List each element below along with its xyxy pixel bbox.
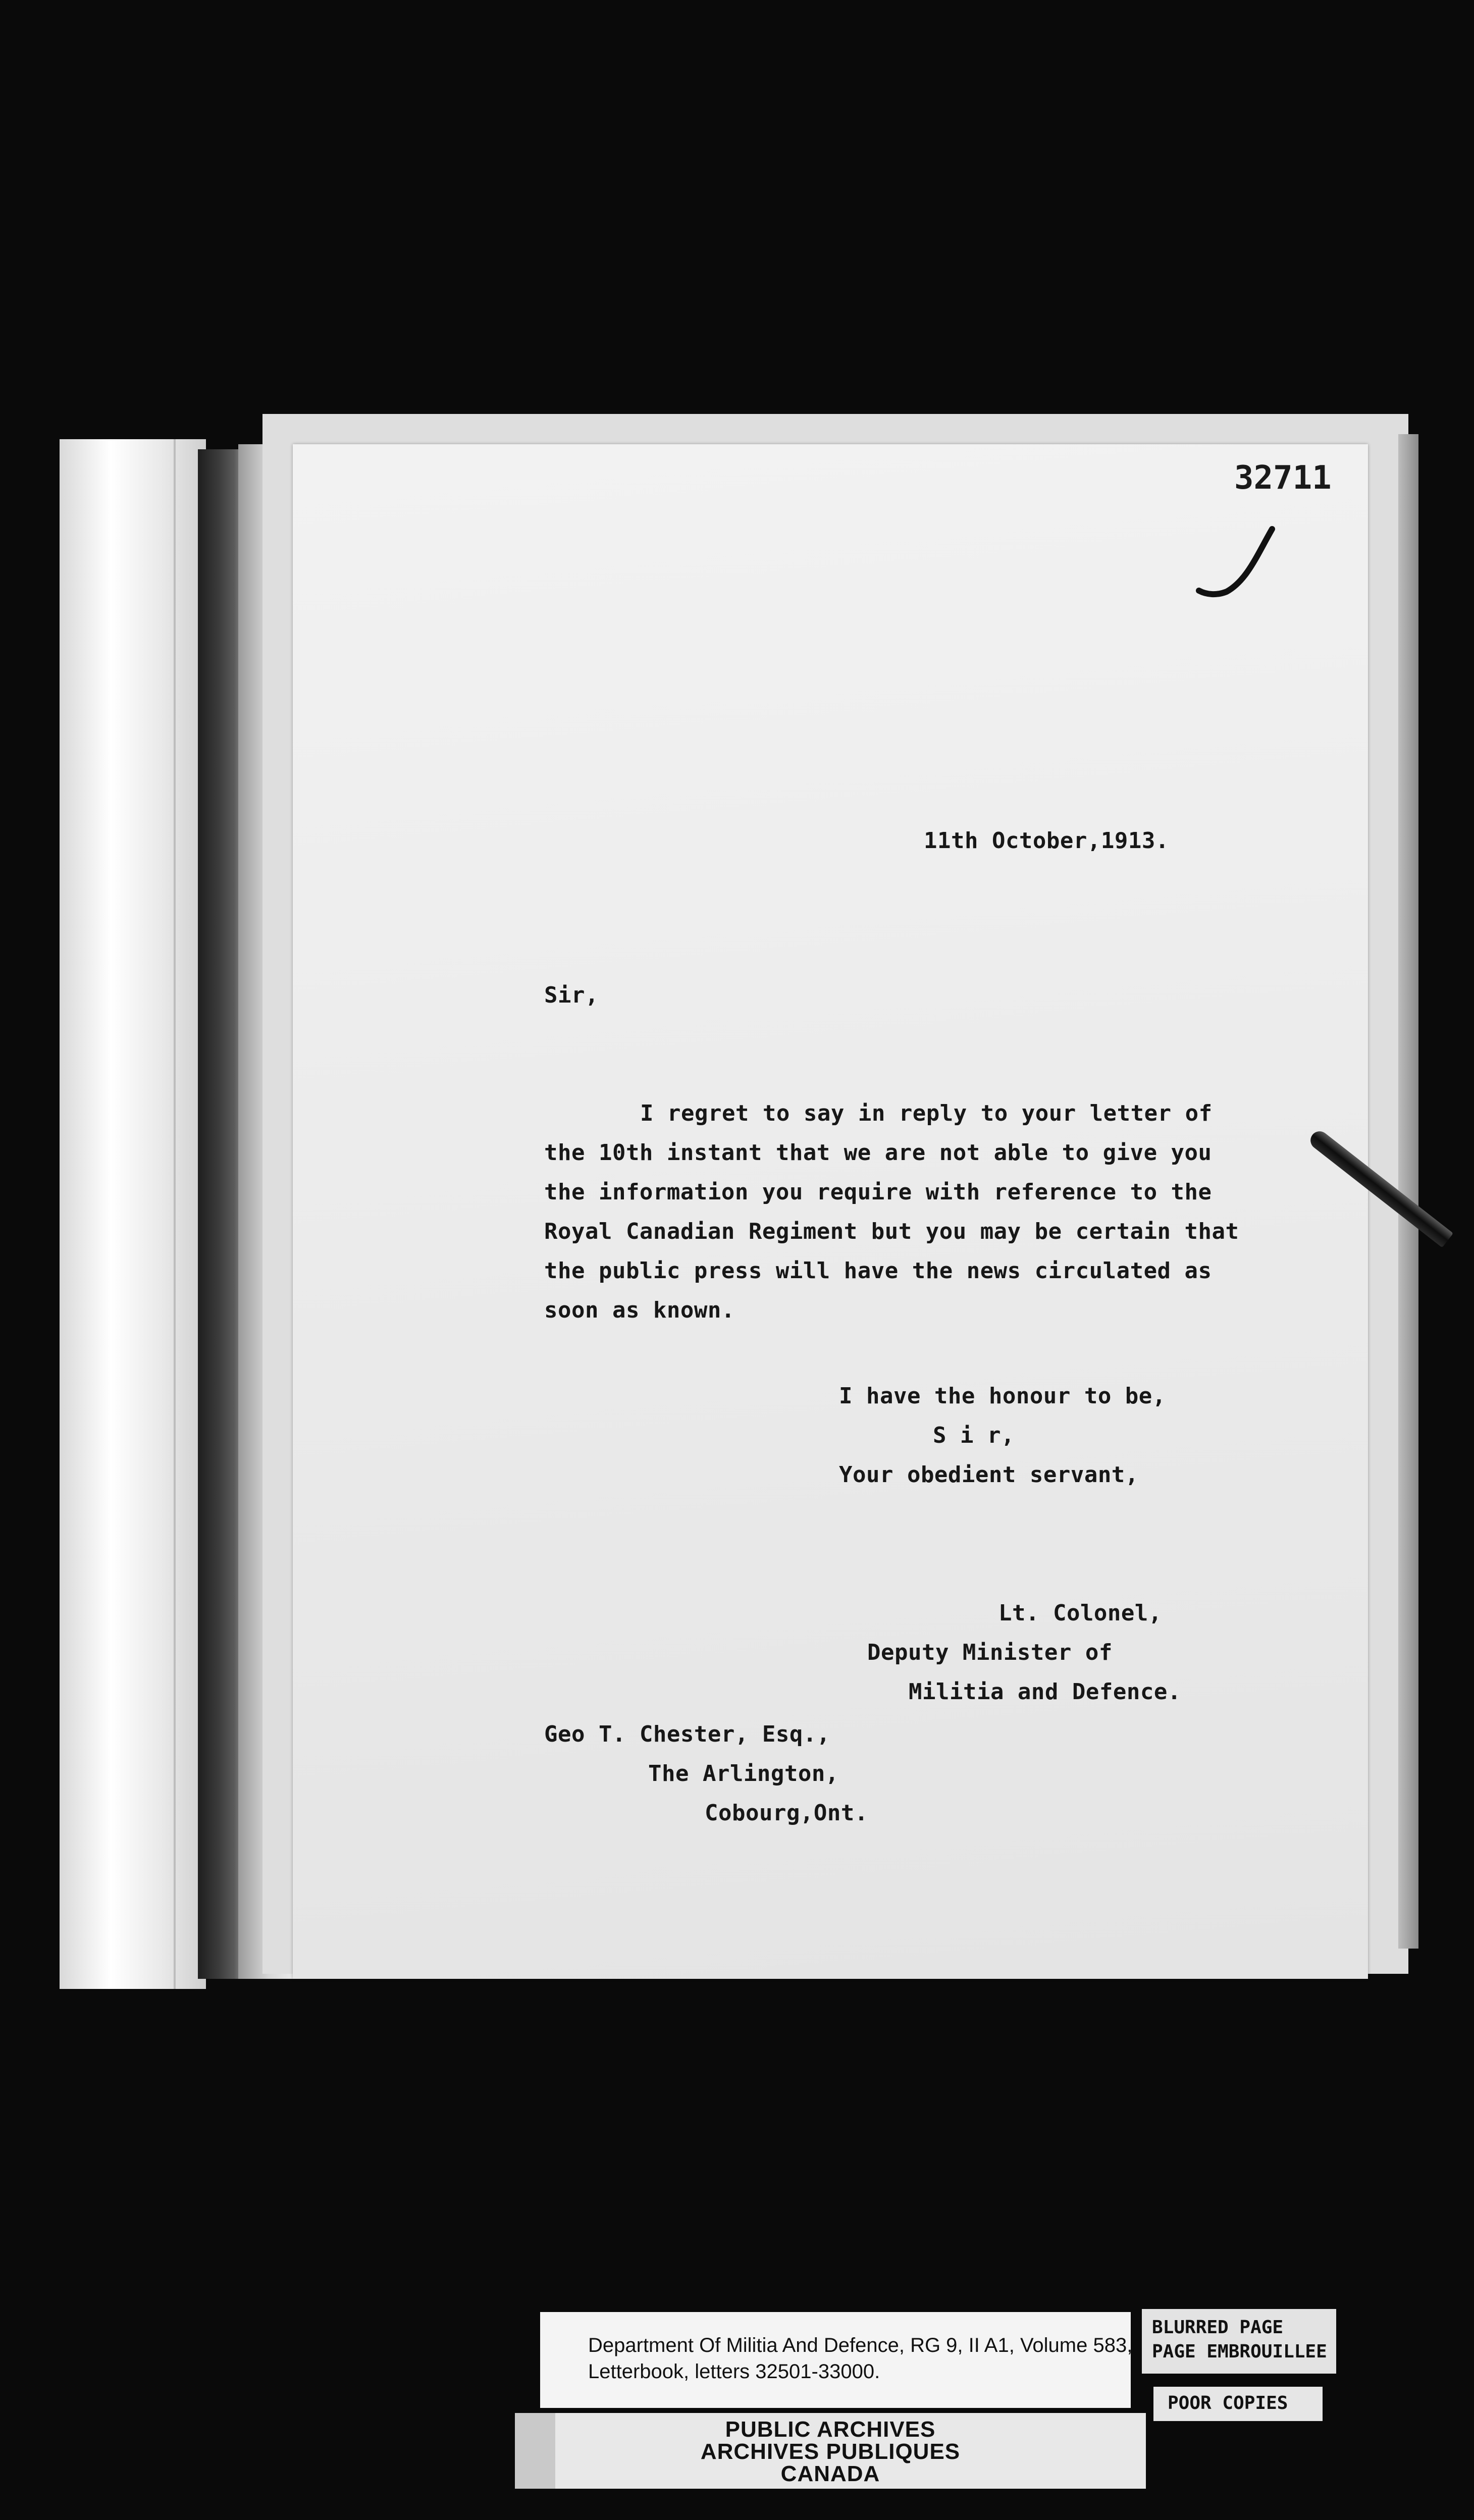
poor-copies-text: POOR COPIES <box>1168 2393 1288 2413</box>
letter-date: 11th October,1913. <box>924 828 1169 854</box>
stamp-line-1: PUBLIC ARCHIVES <box>725 2417 936 2442</box>
body-line-2: the 10th instant that we are not able to give you <box>544 1140 1212 1166</box>
blurred-page-line-1: BLURRED PAGE <box>1152 2317 1284 2338</box>
archive-reference-label <box>540 2312 1131 2408</box>
blurred-page-line-2: PAGE EMBROUILLEE <box>1152 2341 1327 2362</box>
body-line-4: Royal Canadian Regiment but you may be certain that <box>544 1219 1239 1244</box>
signature-department: Militia and Defence. <box>909 1679 1181 1705</box>
archive-reference-line-2: Letterbook, letters 32501-33000. <box>588 2360 880 2383</box>
book-gutter <box>198 449 243 1979</box>
closing-line-3: Your obedient servant, <box>839 1462 1139 1488</box>
addressee-city: Cobourg,Ont. <box>705 1800 868 1826</box>
stamp-line-3: CANADA <box>780 2461 880 2486</box>
poor-copies-label <box>1153 2387 1323 2421</box>
body-line-1: I regret to say in reply to your letter of <box>640 1100 1213 1126</box>
body-line-3: the information you require with reference to the <box>544 1179 1212 1205</box>
public-archives-stamp <box>515 2413 1146 2489</box>
check-mark-icon <box>1191 525 1282 601</box>
stamp-line-2: ARCHIVES PUBLIQUES <box>700 2439 961 2464</box>
signature-rank: Lt. Colonel, <box>998 1600 1162 1626</box>
closing-line-1: I have the honour to be, <box>839 1383 1166 1409</box>
closing-line-2: S i r, <box>933 1423 1015 1448</box>
letter-page <box>293 444 1368 1979</box>
salutation: Sir, <box>544 982 599 1008</box>
archive-reference-line-1: Department Of Militia And Defence, RG 9, II A1, Volume 583, <box>588 2334 1133 2356</box>
folio-number: 32711 <box>1234 459 1332 497</box>
blurred-page-label <box>1142 2309 1336 2374</box>
signature-title: Deputy Minister of <box>867 1640 1113 1665</box>
addressee-name: Geo T. Chester, Esq., <box>544 1721 830 1747</box>
left-page-edge <box>60 439 206 1989</box>
body-line-5: the public press will have the news circulated as <box>544 1258 1212 1284</box>
body-line-6: soon as known. <box>544 1297 735 1323</box>
addressee-street: The Arlington, <box>648 1761 839 1787</box>
